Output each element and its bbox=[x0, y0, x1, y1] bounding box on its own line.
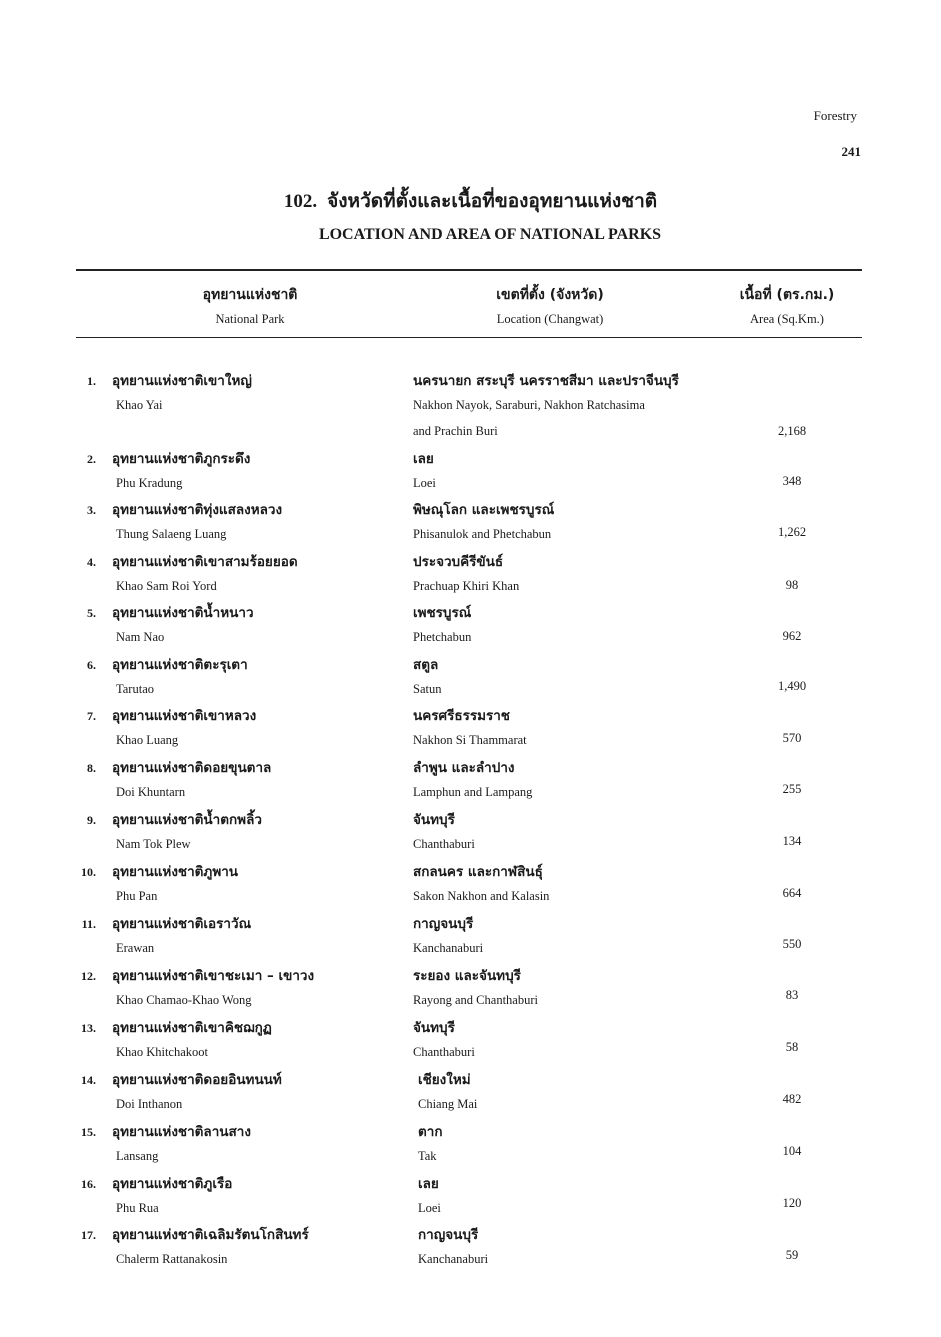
park-name-english: Phu Pan bbox=[116, 889, 158, 903]
location-thai: พิษณุโลก และเพชรบูรณ์ bbox=[413, 502, 555, 518]
area-value: 348 bbox=[782, 474, 802, 488]
location-thai: นครนายก สระบุรี นครราชสีมา และปราจีนบุรี bbox=[413, 373, 679, 389]
location-thai: ประจวบคีรีขันธ์ bbox=[413, 554, 504, 570]
location-thai: ตาก bbox=[418, 1124, 443, 1140]
row-number: 1. bbox=[87, 374, 96, 388]
table-row bbox=[0, 497, 941, 549]
table-title-english: LOCATION AND AREA OF NATIONAL PARKS bbox=[318, 226, 662, 243]
table-row bbox=[0, 911, 941, 963]
location-english: Chiang Mai bbox=[418, 1097, 478, 1111]
column-header-location-english: Location (Changwat) bbox=[496, 312, 604, 326]
row-number: 6. bbox=[87, 658, 96, 672]
column-header-park-english: National Park bbox=[215, 312, 285, 326]
location-english: Loei bbox=[413, 476, 436, 490]
row-number: 3. bbox=[87, 503, 96, 517]
row-number: 17. bbox=[81, 1228, 96, 1242]
row-number: 7. bbox=[87, 709, 96, 723]
area-value: 664 bbox=[782, 886, 802, 900]
park-name-thai: อุทยานแห่งชาติเขาหลวง bbox=[112, 708, 257, 724]
park-name-thai: อุทยานแห่งชาติภูพาน bbox=[112, 864, 239, 880]
area-value: 58 bbox=[785, 1040, 799, 1054]
park-name-english: Khao Chamao-Khao Wong bbox=[116, 993, 252, 1007]
row-number: 9. bbox=[87, 813, 96, 827]
column-header-area-thai: เนื้อที่ (ตร.กม.) bbox=[739, 287, 835, 303]
area-value: 962 bbox=[782, 629, 802, 643]
table-row bbox=[0, 446, 941, 498]
park-name-english: Nam Tok Plew bbox=[116, 837, 191, 851]
park-name-thai: อุทยานแห่งชาติดอยอินทนนท์ bbox=[112, 1072, 282, 1088]
table-row bbox=[0, 1067, 941, 1119]
location-english: Kanchanaburi bbox=[413, 941, 484, 955]
area-value: 120 bbox=[782, 1196, 802, 1210]
park-name-thai: อุทยานแห่งชาติดอยขุนตาล bbox=[112, 760, 272, 776]
row-number: 10. bbox=[81, 865, 96, 879]
row-number: 4. bbox=[87, 555, 96, 569]
area-value: 59 bbox=[785, 1248, 799, 1262]
row-number: 14. bbox=[81, 1073, 96, 1087]
location-english: Chanthaburi bbox=[413, 1045, 475, 1059]
location-english: Nakhon Nayok, Saraburi, Nakhon Ratchasima bbox=[413, 398, 645, 412]
area-value: 83 bbox=[785, 988, 799, 1002]
location-english: Prachuap Khiri Khan bbox=[413, 579, 520, 593]
location-english: Rayong and Chanthaburi bbox=[413, 993, 538, 1007]
location-english: Satun bbox=[413, 682, 442, 696]
location-english: Sakon Nakhon and Kalasin bbox=[413, 889, 550, 903]
column-header-location-thai: เขตที่ตั้ง (จังหวัด) bbox=[496, 287, 604, 303]
park-name-english: Lansang bbox=[116, 1149, 159, 1163]
park-name-english: Thung Salaeng Luang bbox=[116, 527, 227, 541]
table-row bbox=[0, 859, 941, 911]
location-english: Nakhon Si Thammarat bbox=[413, 733, 527, 747]
page-number: 241 bbox=[841, 144, 861, 159]
table-row bbox=[0, 1171, 941, 1223]
park-name-thai: อุทยานแห่งชาติเฉลิมรัตนโกสินทร์ bbox=[112, 1227, 309, 1243]
table-row bbox=[0, 1015, 941, 1067]
location-english: Lamphun and Lampang bbox=[413, 785, 533, 799]
park-name-english: Chalerm Rattanakosin bbox=[116, 1252, 228, 1266]
table-title-thai-text: จังหวัดที่ตั้งและเนื้อที่ของอุทยานแห่งชาติ bbox=[327, 190, 658, 212]
park-name-thai: อุทยานแห่งชาติเอราวัณ bbox=[112, 916, 252, 932]
park-name-english: Khao Sam Roi Yord bbox=[116, 579, 217, 593]
park-name-english: Erawan bbox=[116, 941, 155, 955]
park-name-english: Phu Rua bbox=[116, 1201, 159, 1215]
area-value: 1,490 bbox=[777, 679, 807, 693]
park-name-english: Khao Luang bbox=[116, 733, 179, 747]
row-number: 12. bbox=[81, 969, 96, 983]
park-name-english: Tarutao bbox=[116, 682, 154, 696]
table-row bbox=[0, 652, 941, 704]
park-name-thai: อุทยานแห่งชาติลานสาง bbox=[112, 1124, 251, 1140]
park-name-thai: อุทยานแห่งชาติน้ำตกพลิ้ว bbox=[112, 812, 262, 828]
location-thai: สตูล bbox=[413, 657, 439, 673]
table-row bbox=[0, 963, 941, 1015]
park-name-english: Nam Nao bbox=[116, 630, 165, 644]
table-row bbox=[0, 549, 941, 601]
area-value: 482 bbox=[782, 1092, 802, 1106]
column-header-park-thai: อุทยานแห่งชาติ bbox=[202, 287, 298, 303]
area-value: 104 bbox=[782, 1144, 802, 1158]
park-name-thai: อุทยานแห่งชาติเขาใหญ่ bbox=[112, 373, 252, 389]
park-name-thai: อุทยานแห่งชาติตะรุเตา bbox=[112, 657, 248, 673]
row-number: 5. bbox=[87, 606, 96, 620]
table-row bbox=[0, 368, 941, 438]
row-number: 16. bbox=[81, 1177, 96, 1191]
location-thai: กาญจนบุรี bbox=[418, 1227, 479, 1243]
area-value: 2,168 bbox=[777, 424, 807, 438]
park-name-english: Khao Yai bbox=[116, 398, 163, 412]
area-value: 1,262 bbox=[777, 525, 807, 539]
table-row bbox=[0, 1222, 941, 1274]
table-row bbox=[0, 600, 941, 652]
park-name-thai: อุทยานแห่งชาติน้ำหนาว bbox=[112, 605, 254, 621]
row-number: 2. bbox=[87, 452, 96, 466]
location-thai: จันทบุรี bbox=[413, 1020, 455, 1036]
location-thai: ลำพูน และลำปาง bbox=[413, 760, 515, 776]
area-value: 550 bbox=[782, 937, 802, 951]
table-row bbox=[0, 755, 941, 807]
park-name-thai: อุทยานแห่งชาติเขาคิชฌกูฏ bbox=[112, 1020, 272, 1036]
location-english: Phetchabun bbox=[413, 630, 472, 644]
running-head-section: Forestry bbox=[813, 108, 857, 123]
park-name-thai: อุทยานแห่งชาติเขาชะเมา – เขาวง bbox=[112, 968, 315, 984]
location-thai: เพชรบูรณ์ bbox=[413, 605, 472, 621]
location-english: Tak bbox=[418, 1149, 437, 1163]
area-value: 255 bbox=[782, 782, 802, 796]
park-name-thai: อุทยานแห่งชาติทุ่งแสลงหลวง bbox=[112, 502, 283, 518]
row-number: 11. bbox=[81, 917, 96, 931]
park-name-english: Doi Inthanon bbox=[116, 1097, 183, 1111]
location-english-continued: and Prachin Buri bbox=[413, 424, 498, 438]
location-english: Kanchanaburi bbox=[418, 1252, 489, 1266]
location-english: Phisanulok and Phetchabun bbox=[413, 527, 552, 541]
location-thai: ระยอง และจันทบุรี bbox=[413, 968, 521, 984]
park-name-thai: อุทยานแห่งชาติภูกระดึง bbox=[112, 451, 251, 467]
location-thai: สกลนคร และกาฬสินธุ์ bbox=[413, 864, 543, 880]
column-header-area-english: Area (Sq.Km.) bbox=[750, 312, 824, 326]
location-thai: จันทบุรี bbox=[413, 812, 455, 828]
table-row bbox=[0, 1119, 941, 1171]
park-name-thai: อุทยานแห่งชาติภูเรือ bbox=[112, 1176, 233, 1192]
table-row bbox=[0, 807, 941, 859]
row-number: 13. bbox=[81, 1021, 96, 1035]
location-thai: เลย bbox=[413, 451, 434, 467]
area-value: 98 bbox=[785, 578, 799, 592]
park-name-english: Phu Kradung bbox=[116, 476, 183, 490]
table-row bbox=[0, 703, 941, 755]
location-thai: กาญจนบุรี bbox=[413, 916, 474, 932]
row-number: 8. bbox=[87, 761, 96, 775]
area-value: 134 bbox=[782, 834, 802, 848]
location-english: Chanthaburi bbox=[413, 837, 475, 851]
location-english: Loei bbox=[418, 1201, 441, 1215]
location-thai: เลย bbox=[418, 1176, 439, 1192]
location-thai: นครศรีธรรมราช bbox=[413, 708, 510, 724]
location-thai: เชียงใหม่ bbox=[418, 1072, 471, 1088]
area-value: 570 bbox=[782, 731, 802, 745]
park-name-english: Khao Khitchakoot bbox=[116, 1045, 208, 1059]
table-number: 102. bbox=[283, 191, 318, 212]
park-name-thai: อุทยานแห่งชาติเขาสามร้อยยอด bbox=[112, 554, 298, 570]
park-name-english: Doi Khuntarn bbox=[116, 785, 186, 799]
row-number: 15. bbox=[81, 1125, 96, 1139]
